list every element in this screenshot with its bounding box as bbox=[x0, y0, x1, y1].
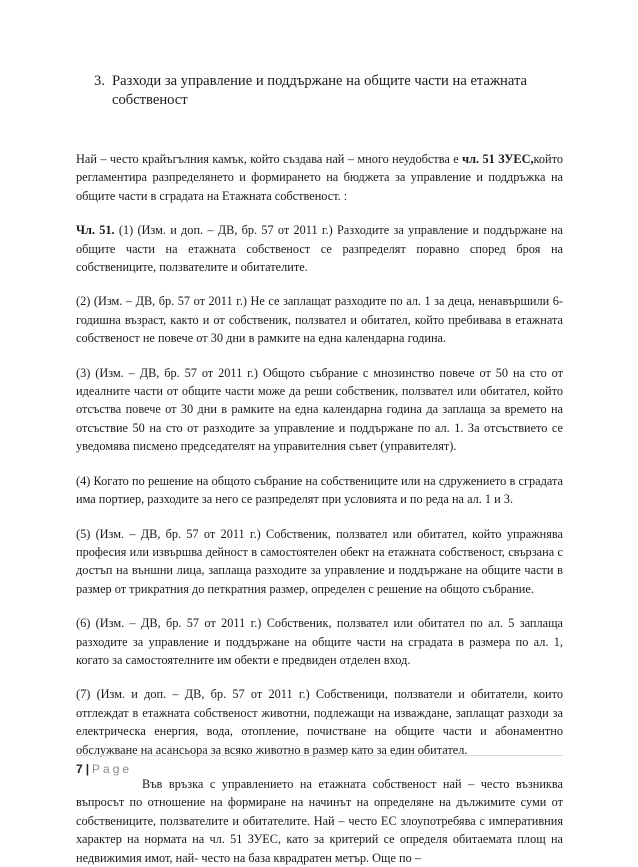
page-label: Page bbox=[92, 762, 133, 776]
article-51-paragraph-2: (2) (Изм. – ДВ, бр. 57 от 2011 г.) Не се заплащат разходите по ал. 1 за деца, ненавършили 6-годишна възраст, както и от собственик, ползвател и обитател, който пребивава в етажната собственост не повече от 30 дни в рамките на една календарна година. bbox=[76, 294, 563, 346]
intro-paragraph bbox=[76, 150, 563, 205]
section-title: Разходи за управление и поддържане на общите части на етажната собственост bbox=[112, 73, 527, 108]
intro-law-reference: чл. 51 ЗУЕС, bbox=[462, 152, 534, 166]
article-51-paragraph-4: (4) Когато по решение на общото събрание на собствениците или на сдружението в сградата има портиер, разходите за него се разпределят при условията и по реда на ал. 1 и 3. bbox=[76, 473, 563, 507]
article-51-paragraph-6: (6) (Изм. – ДВ, бр. 57 от 2011 г.) Собственик, ползвател или обитател по ал. 5 заплаща разходите за управление и поддържане на общите части на сградата в размера по ал. 1, когато за самостоятелните им обекти е предвиден отделен вход. bbox=[76, 616, 563, 667]
article-51-p1-text: (1) (Изм. и доп. – ДВ, бр. 57 от 2011 г.) Разходите за управление и поддържане на общите части на етажната собственост се разпределят поравно според броя на собствениците, ползвателите и обитателите. bbox=[76, 223, 563, 275]
page-number: 7 bbox=[76, 762, 83, 776]
article-51-paragraph-1 bbox=[76, 221, 563, 276]
closing-paragraph: Във връзка с управлението на етажната собственост най – често възниква въпросът по отношение на формиране на начинът на определяне на дължимите суми от собствениците, ползвателите и обитателите. Най – често ЕС злоупотребява с императивния характер на нормата на чл. 51 ЗУЕС, като за критерий се определя обитаемата площ на недвижимия имот, най- често на база кврадратен метър. Още по – bbox=[76, 776, 563, 865]
intro-text-after: който регламентира разпределянето и формирането на бюджета за управление и поддръжка на общите части в сградата на Етажната собственост. : bbox=[76, 152, 563, 203]
article-51-paragraph-7: (7) (Изм. и доп. – ДВ, бр. 57 от 2011 г.) Собственици, ползватели и обитатели, които отглеждат в етажната собственост животни, подлежащи на изваждане, заплащат разходи за електрическа енергия, вода, отопление, почистване на общите части и абонаментно обслужване на асансьора за всяко животно в размер като за един обитател. bbox=[76, 687, 563, 757]
intro-text-before: Най – често крайъгълния камък, който създава най – много неудобства е bbox=[76, 152, 463, 166]
article-51-label: Чл. 51. bbox=[76, 223, 115, 238]
footer-separator: | bbox=[85, 762, 90, 776]
section-heading bbox=[94, 72, 554, 110]
page-footer bbox=[76, 755, 563, 776]
section-number: 3. bbox=[94, 73, 105, 89]
article-51-paragraph-5: (5) (Изм. – ДВ, бр. 57 от 2011 г.) Собственик, ползвател или обитател, който упражнява професия или извършва дейност в самостоятелен обект на етажната собственост, свързана с достъп на външни лица, заплаща разходите за управление и поддържане на общите части в размер от трикратния до петкратния размер, определен с решение на общото събрание. bbox=[76, 526, 563, 596]
article-51-paragraph-3: (3) (Изм. – ДВ, бр. 57 от 2011 г.) Общото събрание с мнозинство повече от 50 на сто от идеалните части от общите части може да реши собственик, ползвател или обитател, който отсъства повече от 30 дни в рамките на една календарна година да заплаща за времето на отсъствие 50 на сто от разходите за управление и поддържане по ал. 1. За отсъствието се уведомява писмено председателят на управителния съвет (управителят). bbox=[76, 365, 563, 454]
